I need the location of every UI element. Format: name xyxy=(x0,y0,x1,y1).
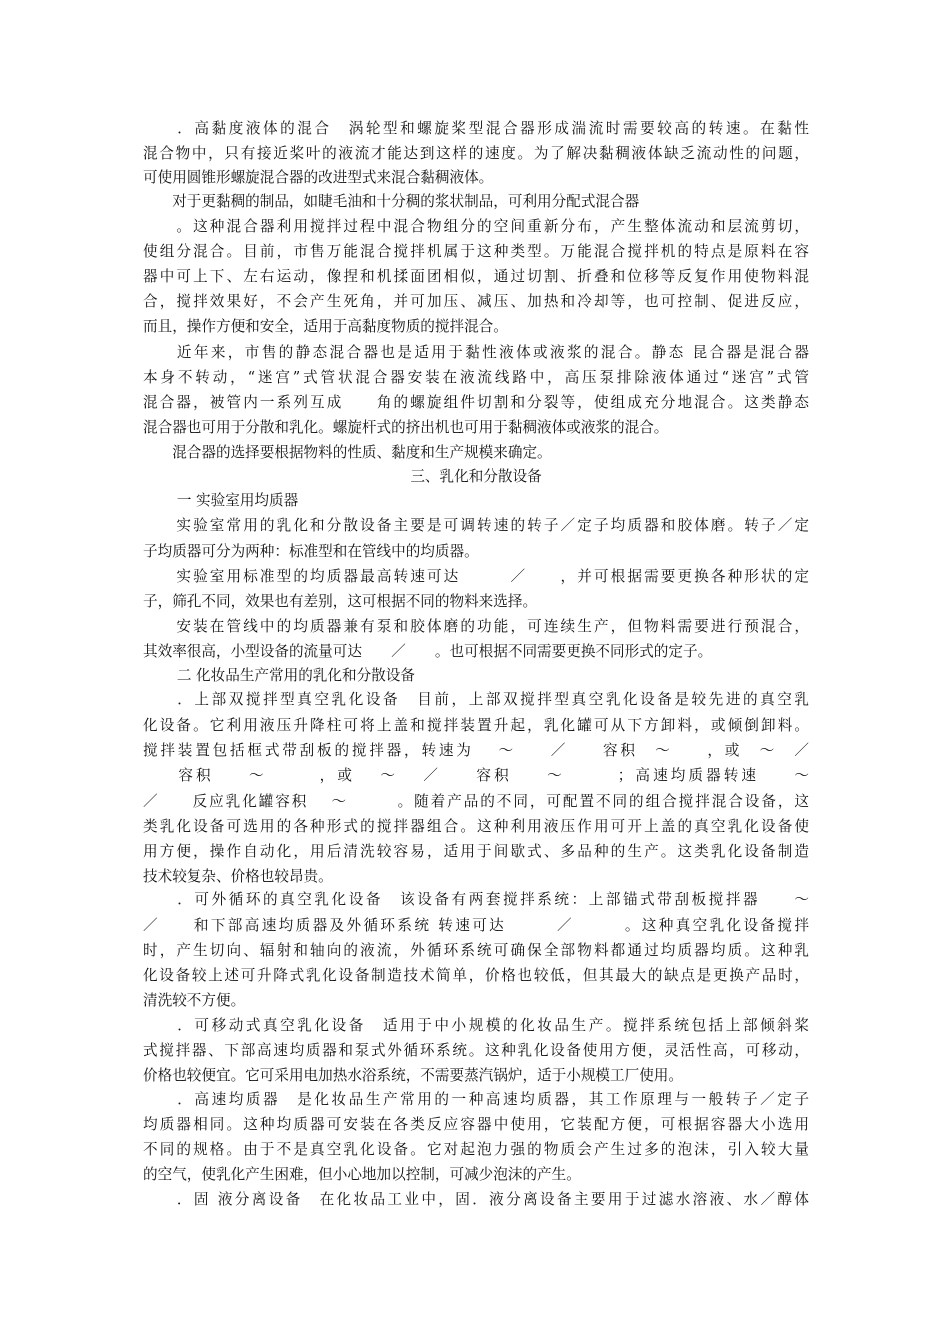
text-line: ．高黏度液体的混合 涡轮型和螺旋桨型混合器形成湍流时需要较高的转速。在黏性 xyxy=(143,120,809,137)
text-line: 子均质器可分为两种：标准型和在管线中的均质器。 xyxy=(143,543,479,560)
text-line: 安装在管线中的均质器兼有泵和胶体磨的功能，可连续生产，但物料需要进行预混合， xyxy=(143,618,809,635)
text-line: 类乳化设备可选用的各种形式的搅拌器组合。这种利用液压作用可开上盖的真空乳化设备使 xyxy=(143,818,809,835)
text-line: 不同的规格。由于不是真空乳化设备。它对起泡力强的物质会产生过多的泡沫，引入较大量 xyxy=(143,1141,809,1158)
text-line: ．高速均质器 是化妆品生产常用的一种高速均质器，其工作原理与一般转子／定子 xyxy=(143,1091,809,1108)
text-line: 混合器也可用于分散和乳化。螺旋杆式的挤出机也可用于黏稠液体或液浆的混合。 xyxy=(143,419,669,436)
text-line: 器中可上下、左右运动，像捏和机揉面团相似，通过切割、折叠和位移等反复作用使物料混 xyxy=(143,268,809,285)
text-line: 价格也较便宜。它可采用电加热水浴系统，不需要蒸汽锅炉，适于小规模工厂使用。 xyxy=(143,1067,683,1084)
text-line: 。这种混合器利用搅拌过程中混合物组分的空间重新分布，产生整体流动和层流剪切， xyxy=(143,218,809,235)
text-line: 容积 ～ ，或 ～ ／ 容积 ～ ；高速均质器转速 ～ xyxy=(143,767,809,784)
text-line: ／ 和下部高速均质器及外循环系统 转速可达 ／ 。这种真空乳化设备搅拌 xyxy=(143,917,809,934)
text-line: 式搅拌器、下部高速均质器和泵式外循环系统。这种乳化设备使用方便，灵活性高，可移动， xyxy=(143,1042,809,1059)
text-line: 使组分混合。目前，市售万能混合搅拌机属于这种类型。万能混合搅拌机的特点是原料在容 xyxy=(143,243,809,260)
subsection-heading: 二 化妆品生产常用的乳化和分散设备 xyxy=(143,667,415,684)
text-line: 均质器相同。这种均质器可安装在各类反应容器中使用，它装配方便，可根据容器大小选用 xyxy=(143,1116,809,1133)
text-line: 用方便，操作自动化，用后清洗较容易，适用于间歇式、多品种的生产。这类乳化设备制造 xyxy=(143,843,809,860)
text-line: 搅拌装置包括框式带刮板的搅拌器，转速为 ～ ／ 容积 ～ ，或 ～ ／ xyxy=(143,742,809,759)
text-line: 化设备。它利用液压升降柱可将上盖和搅拌装置升起，乳化罐可从下方卸料，或倾倒卸料。 xyxy=(143,717,809,734)
text-line: ．可移动式真空乳化设备 适用于中小规模的化妆品生产。搅拌系统包括上部倾斜桨 xyxy=(143,1017,809,1034)
text-line: 时，产生切向、辐射和轴向的液流，外循环系统可确保全部物料都通过均质器均质。这种乳 xyxy=(143,942,809,959)
text-line: 子，筛孔不同，效果也有差别，这可根据不同的物料来选择。 xyxy=(143,593,538,610)
text-line: 而且，操作方便和安全，适用于高黏度物质的搅拌混合。 xyxy=(143,318,508,335)
text-line: ．固 液分离设备 在化妆品工业中，固．液分离设备主要用于过滤水溶液、水／醇体 xyxy=(143,1191,809,1208)
text-line: 本身不转动，“迷宫”式管状混合器安装在液流线路中，高压泵排除液体通过“迷宫”式管 xyxy=(143,369,809,386)
text-line: 的空气，使乳化产生困难，但小心地加以控制，可减少泡沫的产生。 xyxy=(143,1166,581,1183)
text-line: 可使用圆锥形螺旋混合器的改进型式来混合黏稠液体。 xyxy=(143,169,494,186)
text-line: 混合器的选择要根据物料的性质、黏度和生产规模来确定。 xyxy=(143,444,552,461)
text-line: 混合器，被管内一系列互成 角的螺旋组件切割和分裂等，使组成充分地混合。这类静态 xyxy=(143,394,809,411)
text-line: ．可外循环的真空乳化设备 该设备有两套搅拌系统：上部锚式带刮板搅拌器 ～ xyxy=(143,891,809,908)
text-line: 合，搅拌效果好，不会产生死角，并可加压、减压、加热和冷却等，也可控制、促进反应， xyxy=(143,293,809,310)
text-line: 混合物中，只有接近桨叶的液流才能达到这样的速度。为了解决黏稠液体缺乏流动性的问题， xyxy=(143,145,809,162)
text-line: 实验室用标准型的均质器最高转速可达 ／ ，并可根据需要更换各种形状的定 xyxy=(143,568,809,585)
subsection-heading: 一 实验室用均质器 xyxy=(143,492,299,509)
text-line: 近年来，市售的静态混合器也是适用于黏性液体或液浆的混合。静态 昆合器是混合器 xyxy=(143,344,809,361)
text-line: 实验室常用的乳化和分散设备主要是可调转速的转子／定子均质器和胶体磨。转子／定 xyxy=(143,517,809,534)
text-line: 对于更黏稠的制品，如睫毛油和十分稠的浆状制品，可利用分配式混合器 xyxy=(143,193,640,210)
text-line: 化设备较上述可升降式乳化设备制造技术简单，价格也较低，但其最大的缺点是更换产品时， xyxy=(143,967,809,984)
section-heading: 三、乳化和分散设备 xyxy=(410,468,542,485)
text-line: 清洗较不方便。 xyxy=(143,992,246,1009)
text-line: 其效率很高，小型设备的流量可达 ／ 。也可根据不同需要更换不同形式的定子。 xyxy=(143,643,713,660)
text-line: ／ 反应乳化罐容积 ～ 。随着产品的不同，可配置不同的组合搅拌混合设备，这 xyxy=(143,793,809,810)
text-line: 技术较复杂、价格也较昂贵。 xyxy=(143,868,333,885)
text-line: ．上部双搅拌型真空乳化设备 目前，上部双搅拌型真空乳化设备是较先进的真空乳 xyxy=(143,691,809,708)
